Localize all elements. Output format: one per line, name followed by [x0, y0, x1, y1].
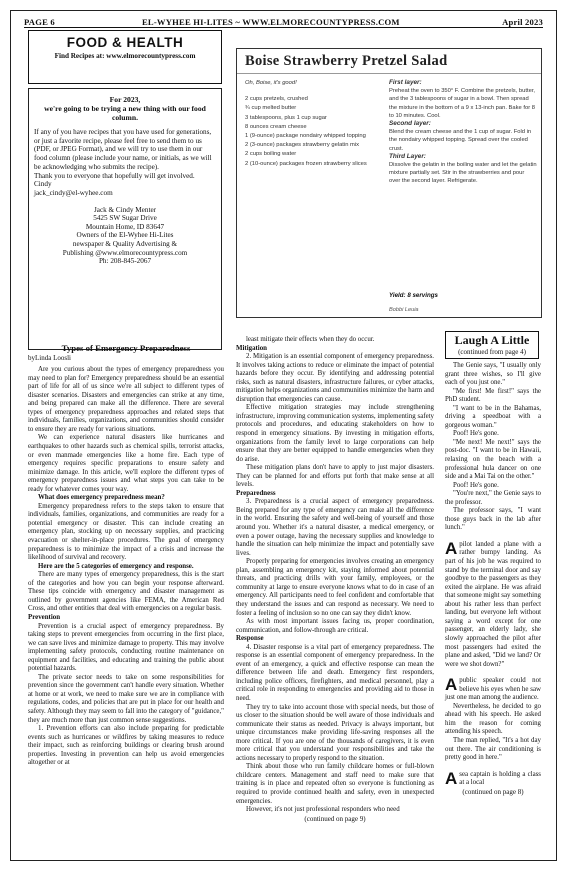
- joke-paragraph: The Genie says, "I usually only grant three wishes, so I'll give each of you just one.": [445, 362, 541, 387]
- article-paragraph: 4. Disaster response is a vital part of emergency preparedness. The response is an essential component of emergency preparedness. In the event of an emergency, a quick and effective response can mean the difference between life and death. Emergency first responders, including police officers, firefighters, and medical personnel, play a critical role in responding to emergencies and providing aid to those in need.: [236, 643, 434, 702]
- laugh-title: Laugh A Little: [454, 333, 530, 347]
- drop-cap: A: [445, 538, 458, 558]
- article-subheading: Mitigation: [236, 344, 268, 352]
- joke-paragraph: Poof! He's gone.: [453, 430, 499, 438]
- article-byline: byLinda Loosli: [28, 353, 71, 362]
- ingredient-item: 2 cups pretzels, crushed: [245, 96, 308, 103]
- article-subheading: What does emergency preparedness mean?: [38, 494, 165, 502]
- joke-paragraph: "Me next! Me next!" says the post-doc. "I want to be in Hawaii, relaxing on the beach with a professional hula dancer on one side and a Mai Tai on the other.": [445, 438, 541, 481]
- joke-paragraph: A public speaker could not believe his eyes when he saw just one man among the audience.: [445, 675, 541, 702]
- article-title: Types of Emergency Preparedness: [61, 343, 191, 353]
- article-paragraph: They try to take into account those with special needs, but those of us closer to the situation should be well aware of those individuals and communicate their status as needed. Privacy is always important, but unique circumstances make providing life-saving responses all the more critical. If you are one of the thousands of caregivers, it is even more critical that you understand your responsibilities and take the actions necessary to properly respond to the situation.: [236, 703, 434, 762]
- article-paragraph: These mitigation plans don't have to apply to just major disasters. They can be planned for and efforts put forth that make sense at all levels.: [236, 464, 434, 489]
- article-paragraph: However, it's not just professional responders who need: [246, 806, 400, 814]
- article-paragraph: As with most important issues facing us, proper coordination, communication, and follow-through are critical.: [236, 618, 434, 634]
- article-subheading: Response: [236, 635, 264, 643]
- ingredient-item: 2 (3-ounce) packages strawberry gelatin mix: [245, 142, 360, 149]
- section-subtitle: Find Recipes at: www.elmorecountypress.com: [54, 52, 196, 60]
- recipe-submission-box: [28, 88, 222, 350]
- submission-heading: For 2023, we're going to be trying a new thing with our food column.: [44, 95, 206, 122]
- step-text: Dissolve the gelatin in the boiling water and let the gelatin mixture partially set. Stir in the strawberries and pour over the second layer. Refrigerate.: [389, 162, 537, 185]
- joke-paragraph: A pilot landed a plane with a rather bumpy landing. As part of his job he was required to stand by the terminal door and say goodbye to the passengers as they exited the airplane. He was afraid that someone might say something about his rather less than perfect landing, but everyone left without saying a word except for one passenger, an elderly lady, she slowly approached the pilot after most passengers had exited the plane and asked, "Did we land? Or were we shot down?": [445, 538, 541, 668]
- laugh-banner: [445, 331, 539, 359]
- joke-paragraph: A sea captain is holding a class at a local: [445, 768, 541, 788]
- article-paragraph: 2. Mitigation is an essential component of emergency preparedness. It involves taking actions to reduce or eliminate the impact of potential hazards before they occur. By identifying and addressing potential risks, such as natural disasters, infrastructure failures, or cyber attacks, mitigation helps organizations and communities minimize the harm and disruption that emergencies can cause.: [236, 353, 434, 403]
- section-title: FOOD & HEALTH: [66, 35, 184, 50]
- continued-note: (continued on page 9): [304, 814, 366, 823]
- ingredient-item: 2 cups boiling water: [245, 151, 297, 158]
- ingredient-item: 1 (9-ounce) package nondairy whipped topping: [245, 133, 366, 140]
- laugh-column: [445, 362, 541, 796]
- masthead-rule: [24, 27, 543, 28]
- publisher-address: Jack & Cindy Menter 5425 SW Sugar Drive Mountain Home, ID 83647 Owners of the El-Wyhee Hi-Lites newspaper & Quality Advertising & Publishing @www.elmorecountypress.com Ph: 208-845-2067: [62, 205, 188, 266]
- article-paragraph: Are you curious about the types of emergency preparedness you may need to plan for? Emergency preparedness should be an essential part of life for all of us since we're all subject to different types of disaster scenarios. Disasters and emergencies can strike at any time, and being prepared can make all the difference. There are several types of emergency preparedness approaches and related steps that individuals, families, organizations, and communities should consider to ensure they are ready for various situations.: [28, 366, 224, 433]
- article-paragraph: Emergency preparedness refers to the steps taken to ensure that individuals, families, organizations, and communities are ready for a potential emergency or disaster. This can include creating an emergency plan, stocking up on necessary supplies, and practicing evacuation or shelter-in-place procedures. The goal of emergency preparedness is to minimize the impact of a crisis and increase the likelihood of survival and recovery.: [28, 502, 224, 562]
- step-heading: Third Layer:: [389, 152, 426, 160]
- article-paragraph: least mitigate their effects when they do occur.: [246, 336, 375, 343]
- article-paragraph: There are many types of emergency preparedness, this is the start of the categories and how you can begin your response afterward. These tips coincide with emergency and disaster management as outlined by government agencies like FEMA, the American Red Cross, and other entities that deal with emergencies on a regular basis.: [28, 571, 224, 613]
- submission-body: If any of you have recipes that you have used for generations, or just a favorite recipe, please feel free to send them to us (PDF, or JPEG Format), and we will try to use them in our food column (please include your name, or initials, as we will be acknowledging who submits the recipe). Thank you to everyone that hopefully will get involved. Cindy jack_cindy@el-wyhee.com: [34, 128, 212, 197]
- page-number: PAGE 6: [24, 17, 55, 27]
- article-paragraph: The private sector needs to take on some responsibilities for prevention since the government can't handle every situation. Whether at home or at work, we need to make sure we are in compliance with regulations, codes, and policies that are put in place for our health and safety. Although they may seem to fall into the category of "guidance," they are much more than just common sense suggestions.: [28, 673, 224, 724]
- joke-paragraph: "I want to be in the Bahamas, driving a speedboat with a gorgeous woman.": [445, 404, 541, 429]
- article-column-1: [28, 344, 224, 768]
- ingredient-item: 2 (10-ounce) packages frozen strawberry slices: [245, 160, 367, 167]
- step-heading: First layer:: [389, 79, 422, 86]
- step-heading: Second layer:: [389, 120, 431, 128]
- recipe-intro: Oh, Boise, it's good!: [245, 80, 297, 86]
- masthead-title: EL-WYHEE HI-LITES ~ WWW.ELMORECOUNTYPRESS.COM: [142, 17, 400, 27]
- article-paragraph: Effective mitigation strategies may include strengthening infrastructure, improving communication systems, implementing safety protocols and procedures, and educating stakeholders on how to respond in emergency situations. By investing in mitigation efforts, organizations from the family level to large corporations can help ensure that they are better equipped to handle emergencies when they do arise.: [236, 404, 434, 463]
- article-subheading: Here are the 5 categories of emergency and response.: [38, 562, 194, 570]
- ingredient-item: 3 tablespoons, plus 1 cup sugar: [245, 114, 327, 121]
- article-paragraph: 1. Prevention efforts can also include preparing for predictable events such as hurricanes or wildfires by taking measures to reduce their impact, such as reinforcing buildings or clearing brush around properties. Investing in prevention can help us avoid emergencies altogether or at: [28, 725, 224, 767]
- step-text: Blend the cream cheese and the 1 cup of sugar. Fold in the nondairy whipped topping. Spread over the cooled crust.: [389, 129, 532, 152]
- article-subheading: Prevention: [28, 613, 61, 621]
- joke-paragraph: "Me first! Me first!" says the PhD student.: [445, 387, 541, 404]
- drop-cap: A: [445, 675, 458, 695]
- recipe-ingredients: [245, 79, 385, 169]
- joke-paragraph: The man replied, "It's a hot day out there. The air conditioning is pretty good in here.": [445, 736, 541, 762]
- ingredient-item: 8 ounces cream cheese: [245, 123, 307, 130]
- joke-paragraph: "You're next," the Genie says to the professor.: [445, 490, 541, 506]
- laugh-subtitle: (continued from page 4): [458, 348, 526, 356]
- article-paragraph: 3. Preparedness is a crucial aspect of emergency preparedness. Being prepared for any type of emergency can make all the difference in the world. Ensuring the safety and well-being of yourself and those around you. Whether it's a natural disaster, a medical emergency, or even a power outage, having the necessary supplies and knowledge to handle the situation can help minimize the impact and potentially save lives.: [236, 498, 434, 557]
- recipe-author: Bobbi Leuia: [389, 307, 419, 313]
- step-text: Preheat the oven to 350° F. Combine the pretzels, butter, and the 3 tablespoons of sugar in a bowl. Then spread the mixture in the bottom of a 9 x 13-inch pan. Bake for 8 to 10 minutes. Cool.: [389, 88, 536, 119]
- joke-paragraph: The professor says, "I want those guys back in the lab after lunch.": [445, 507, 541, 532]
- recipe-card: [236, 48, 542, 318]
- recipe-title: Boise Strawberry Pretzel Salad: [237, 49, 541, 74]
- article-paragraph: Prevention is a crucial aspect of emergency preparedness. By taking steps to prevent emergencies from occurring in the first place, we can save lives and minimize damage to property. This may involve implementing safety protocols, conducting routine maintenance on equipment and facilities, and educating and training the public about potential hazards.: [28, 622, 224, 673]
- article-subheading: Preparedness: [236, 489, 276, 497]
- ingredient-item: ¾ cup melted butter: [245, 105, 297, 112]
- article-paragraph: We can experience natural disasters like hurricanes and earthquakes to other hazards such as chemical spills, terrorist attacks, or even manmade emergencies like a home fire. Each type of emergency requires specific preparations to ensure safety and minimize damage. In this article, we'll explore the different types of emergency preparedness issues and what steps you can take to be ready for whatever comes your way.: [28, 434, 224, 493]
- article-paragraph: Properly preparing for emergencies involves creating an emergency plan, assembling an emergency kit, staying informed about potential threats, and practicing drills with your family, employees, or the community at large to ensure everyone knows what to do in case of an emergency. All participants need to feel confident and comfortable that they understand the issues and can respond as necessary. We need to foster a feeling of inclusion so no one can say they didn't know.: [236, 558, 434, 617]
- joke-paragraph: Poof! He's gone.: [453, 481, 499, 489]
- drop-cap: A: [445, 768, 458, 788]
- article-column-2: [236, 336, 434, 823]
- food-health-banner: [28, 30, 222, 84]
- laugh-continued-note: (continued on page 8): [462, 787, 524, 796]
- article-paragraph: Think about those who run family childcare homes or full-blown childcare centers. Management and staff need to make sure that training is in place and repeated often so everyone is functioning as required to provide continued health and safety, even in unexpected emergencies.: [236, 763, 434, 805]
- joke-paragraph: Nevertheless, he decided to go ahead with his speech. He asked him the reason for coming attending his speech.: [445, 702, 541, 736]
- recipe-yield: Yield: 8 servings: [389, 292, 438, 299]
- issue-date: April 2023: [502, 17, 543, 27]
- recipe-steps: [389, 79, 537, 186]
